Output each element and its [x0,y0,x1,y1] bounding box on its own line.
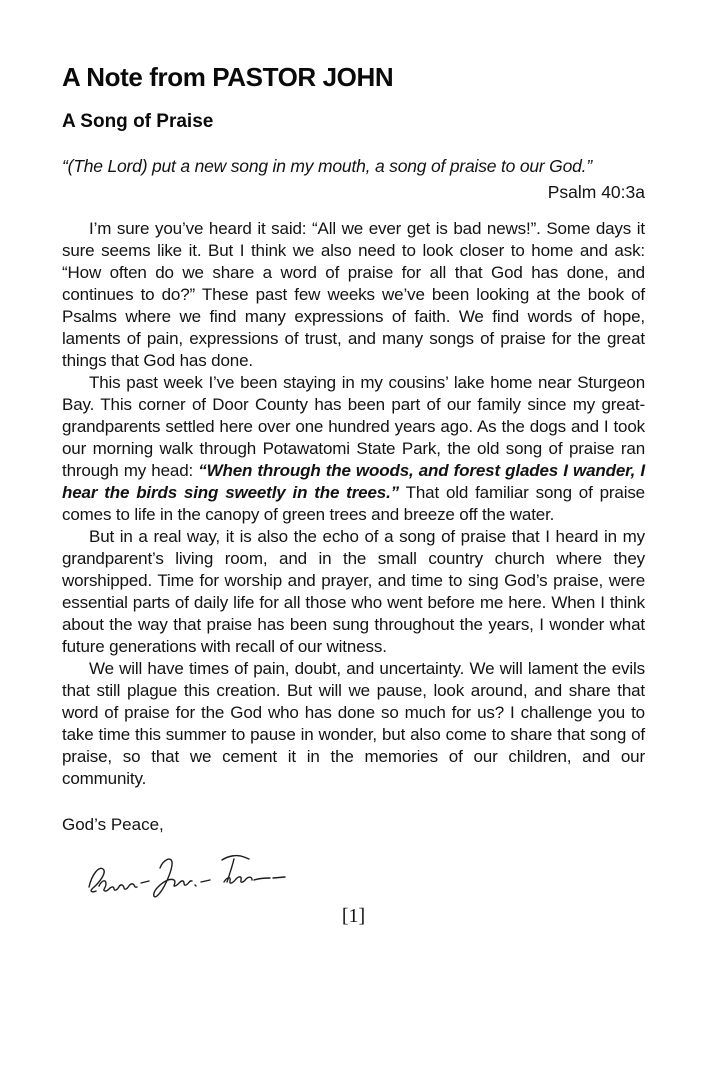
hymn-quote: “When through the woods, and forest glades I wander, I hear the birds sing sweetly in the trees.” [62,461,645,503]
page-number: [1] [341,905,366,928]
paragraph-2 [62,372,645,526]
scripture-reference: Psalm 40:3a [547,182,645,203]
paragraph-3: But in a real way, it is also the echo of a song of praise that I heard in my grandparent’s living room, and in the small country church where they worshipped. Time for worship and prayer, and time to sing God’s praise, were essential parts of daily life for all those who went before me here. When I think about the way that praise has been sung throughout the years, I wonder what future generations with recall of our witness. [62,527,645,657]
paragraph-2-text-after: That old familiar song of praise comes to life in the canopy of green trees and breeze off the water. [62,483,645,525]
article-subtitle: A Song of Praise [62,111,214,133]
paragraph-1: I’m sure you’ve heard it said: “All we ever get is bad news!”. Some days it sure seems like it. But I think we also need to look closer to home and ask: “How often do we share a word of praise for all that God has done, and continues to do?” These past few weeks we’ve been looking at the book of Psalms where we find many expressions of faith. We find words of hope, laments of pain, expressions of trust, and many songs of praise for the great things that God has done. [62,219,645,371]
paragraph-4: We will have times of pain, doubt, and uncertainty. We will lament the evils that still plague this creation. But will we pause, look around, and share that word of praise for the God who has done so much for us? I challenge you to take time this summer to pause in wonder, but also come to share that song of praise, so that we cement it in the memories of our children, and our community. [62,659,645,789]
scripture-quote: “(The Lord) put a new song in my mouth, a song of praise to our God.” [62,156,592,177]
signature-handwriting-icon [82,848,292,902]
paragraph-2-text-before: This past week I’ve been staying in my cousins’ lake home near Sturgeon Bay. This corner of Door County has been part of our family since my great-grandparents settled here over one hundred years ago. As the dogs and I took our morning walk through Potawatomi State Park, the old song of praise ran through my head: [62,373,645,481]
page-title: A Note from PASTOR JOHN [62,62,394,92]
article-body [62,218,645,790]
pastor-signature [82,848,292,902]
closing-salutation: God’s Peace, [62,815,164,835]
